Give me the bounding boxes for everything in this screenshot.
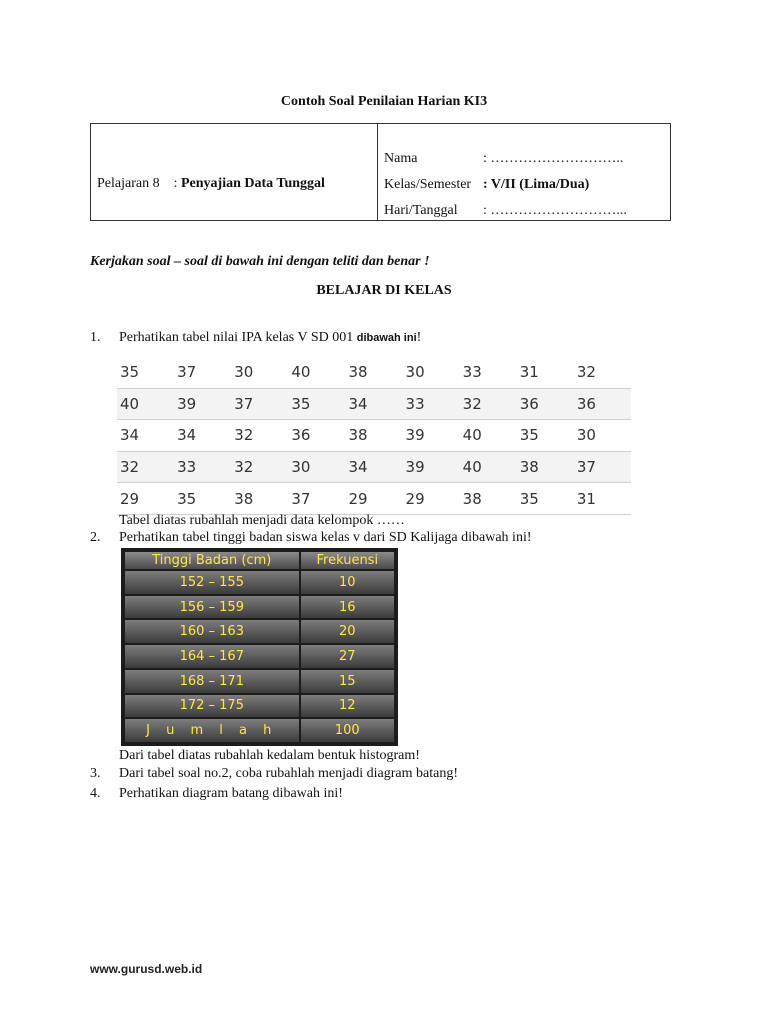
table-row (125, 596, 394, 619)
name-label: Nama (384, 151, 418, 166)
table-cell: 40 (117, 388, 174, 420)
table-cell: 37 (574, 451, 631, 483)
table-cell: 30 (288, 451, 345, 483)
table-header-row (125, 552, 394, 569)
table-cell: 40 (460, 420, 517, 452)
table-row (125, 645, 394, 668)
table-cell: 36 (288, 420, 345, 452)
frequency-value: 15 (301, 670, 394, 693)
table-cell: 31 (517, 357, 574, 388)
table-cell: 38 (345, 420, 402, 452)
table-cell: 36 (517, 388, 574, 420)
table-cell: 34 (345, 451, 402, 483)
frequency-value: 10 (301, 571, 394, 594)
table-cell: 38 (345, 357, 402, 388)
height-range: 156 – 159 (125, 596, 299, 619)
table-cell: 37 (231, 388, 288, 420)
lesson-separator: : (173, 176, 181, 191)
table-row (117, 451, 631, 483)
lesson-label: Pelajaran 8 (97, 176, 160, 191)
table-cell: 40 (288, 357, 345, 388)
header-divider (377, 124, 378, 220)
q2-text: Perhatikan tabel tinggi badan siswa kelas v dari SD Kalijaga dibawah ini! (119, 530, 532, 545)
section-heading: BELAJAR DI KELAS (316, 283, 452, 298)
total-row (125, 719, 394, 742)
table-cell: 32 (460, 388, 517, 420)
q1-number: 1. (90, 330, 101, 345)
table-cell: 37 (288, 483, 345, 515)
table-cell: 35 (517, 483, 574, 515)
table-cell: 32 (117, 451, 174, 483)
q3-text: Dari tabel soal no.2, coba rubahlah menjadi diagram batang! (119, 766, 458, 781)
instruction: Kerjakan soal – soal di bawah ini dengan teliti dan benar ! (90, 254, 430, 269)
table-cell: 35 (117, 357, 174, 388)
name-field: : ……………………….. (483, 151, 624, 166)
ipa-score-table (117, 357, 631, 515)
footer-link[interactable]: www.gurusd.web.id (90, 962, 203, 976)
lesson-info (97, 176, 325, 192)
table-cell: 38 (460, 483, 517, 515)
page-title: Contoh Soal Penilaian Harian KI3 (280, 94, 488, 109)
total-label: J u m l a h (125, 719, 299, 742)
frequency-value: 27 (301, 645, 394, 668)
table-row (117, 483, 631, 515)
table-cell: 37 (174, 357, 231, 388)
class-label: Kelas/Semester (384, 177, 472, 192)
frequency-value: 16 (301, 596, 394, 619)
table-cell: 33 (460, 357, 517, 388)
q1-text-main: Perhatikan tabel nilai IPA kelas V SD 001 (119, 330, 357, 345)
table-row (125, 670, 394, 693)
table-cell: 39 (403, 451, 460, 483)
table-cell: 30 (403, 357, 460, 388)
column-header-frequency: Frekuensi (301, 552, 394, 569)
table-cell: 34 (117, 420, 174, 452)
table-row (125, 571, 394, 594)
table-cell: 32 (231, 420, 288, 452)
table-row (117, 388, 631, 420)
table-cell: 40 (460, 451, 517, 483)
column-header-height: Tinggi Badan (cm) (125, 552, 299, 569)
table-row (117, 357, 631, 388)
table-cell: 29 (403, 483, 460, 515)
table-cell: 35 (174, 483, 231, 515)
table-cell: 32 (574, 357, 631, 388)
q1-text-end: ! (416, 330, 422, 345)
table-cell: 34 (345, 388, 402, 420)
table-cell: 35 (517, 420, 574, 452)
table-cell: 38 (231, 483, 288, 515)
table-cell: 34 (174, 420, 231, 452)
identity-header-box (90, 123, 671, 221)
table-cell: 31 (574, 483, 631, 515)
date-field: : ………………………... (483, 203, 627, 218)
table-cell: 29 (117, 483, 174, 515)
height-range: 168 – 171 (125, 670, 299, 693)
table-cell: 38 (517, 451, 574, 483)
table-cell: 33 (174, 451, 231, 483)
table-cell: 29 (345, 483, 402, 515)
lesson-value: Penyajian Data Tunggal (180, 176, 325, 191)
table-row (117, 420, 631, 452)
q4-text: Perhatikan diagram batang dibawah ini! (119, 786, 343, 801)
q2-after-text: Dari tabel diatas rubahlah kedalam bentuk histogram! (119, 748, 420, 763)
table-cell: 39 (403, 420, 460, 452)
table-row (125, 620, 394, 643)
q1-text (119, 330, 421, 346)
table-cell: 30 (574, 420, 631, 452)
table-cell: 36 (574, 388, 631, 420)
frequency-value: 20 (301, 620, 394, 643)
height-range: 172 – 175 (125, 695, 299, 718)
table-cell: 39 (174, 388, 231, 420)
height-range: 152 – 155 (125, 571, 299, 594)
table-row (125, 695, 394, 718)
table-cell: 32 (231, 451, 288, 483)
table-cell: 35 (288, 388, 345, 420)
height-range: 164 – 167 (125, 645, 299, 668)
q3-number: 3. (90, 766, 101, 781)
q1-after-text: Tabel diatas rubahlah menjadi data kelompok …… (119, 513, 405, 528)
q4-number: 4. (90, 786, 101, 801)
table-cell: 30 (231, 357, 288, 388)
height-frequency-table (121, 548, 398, 746)
q2-number: 2. (90, 530, 101, 545)
q1-text-small: dibawah ini (356, 332, 417, 344)
height-range: 160 – 163 (125, 620, 299, 643)
class-value: : V/II (Lima/Dua) (483, 177, 590, 192)
date-label: Hari/Tanggal (384, 203, 458, 218)
table-cell: 33 (403, 388, 460, 420)
frequency-value: 12 (301, 695, 394, 718)
total-value: 100 (301, 719, 394, 742)
